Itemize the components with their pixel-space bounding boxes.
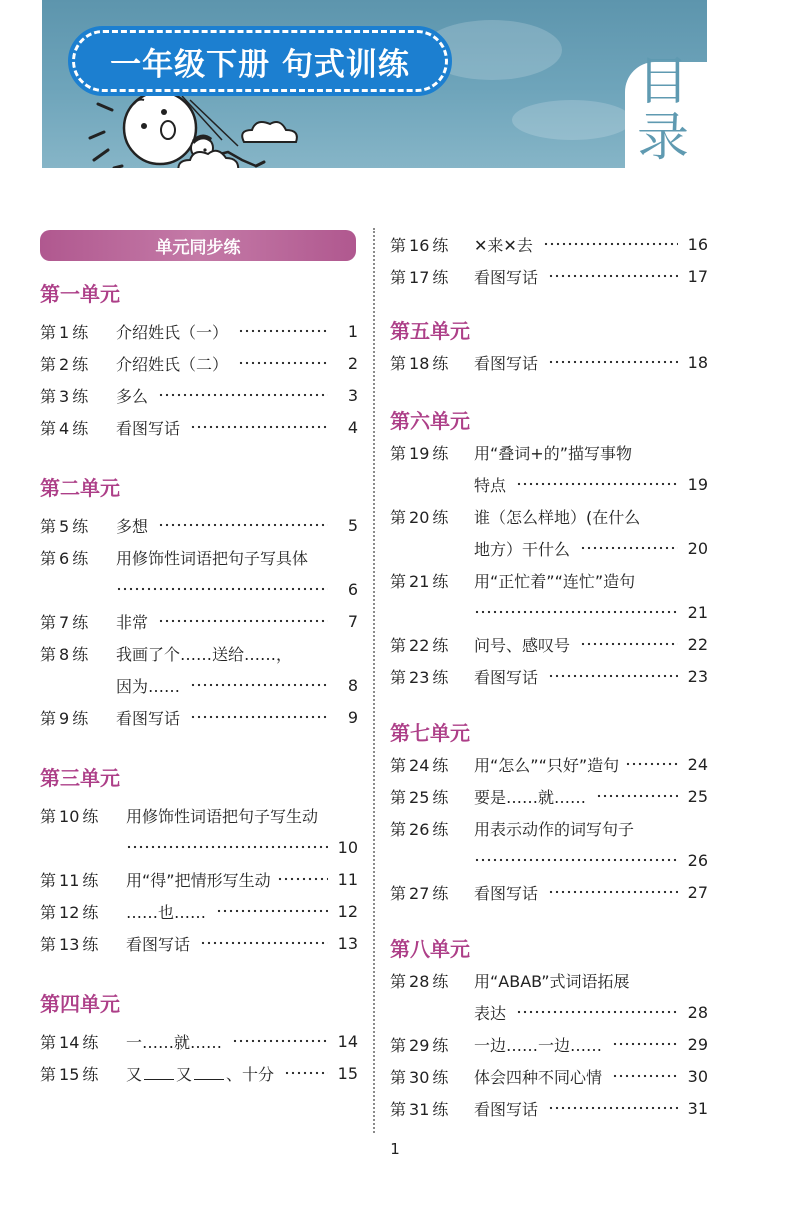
entry-title: 又 又 、十分 [126,1064,275,1084]
fill-blank [144,1066,174,1080]
dot-leader [158,393,328,397]
dot-leader [548,360,678,364]
toc-entry[interactable]: 第 12 练 ……也…… 12 [40,901,358,922]
toc-entry[interactable]: 第 9 练 看图写话 9 [40,707,358,728]
toc-entry[interactable]: 第 8 练 我画了个……送给……， 因为…… 8 [40,637,358,701]
entry-page: 14 [337,1031,358,1051]
entry-title: 介绍姓氏（二） [116,354,229,374]
entry-page: 5 [347,515,358,535]
dot-leader [548,274,678,278]
entry-title: 看图写话 [474,267,539,287]
dot-leader [516,482,678,486]
toc-entry[interactable]: 第 1 练 介绍姓氏（一） 1 [40,321,358,342]
book-title: 一年级下册 句式训练 [72,30,448,92]
entry-page: 26 [687,850,708,870]
entry-title: 用“叠词+的”描写事物 [474,443,632,463]
toc-entry[interactable]: 第 19 练 用“叠词+的”描写事物 特点 19 [390,436,708,500]
toc-entry[interactable]: 第 23 练 看图写话 23 [390,666,708,687]
toc-entry[interactable]: 第 18 练 看图写话 18 [390,352,708,373]
entry-title: 看图写话 [474,353,539,373]
unit-title: 第四单元 [40,992,120,1016]
dot-leader [238,329,328,333]
entry-page: 3 [347,385,358,405]
unit-title: 第五单元 [390,319,470,343]
entry-title: 用修饰性词语把句子写具体 [116,548,309,568]
entry-title: 问号、感叹号 [474,635,571,655]
entry-page: 17 [687,266,708,286]
entry-page: 19 [687,474,708,494]
toc-entry[interactable]: 第 17 练 看图写话 17 [390,266,708,287]
dot-leader [625,762,678,766]
toc-entry[interactable]: 第 16 练 ✕来✕去 16 [390,234,708,255]
fill-blank [194,1066,224,1080]
page-number: 1 [390,1140,400,1158]
entry-page: 6 [347,579,358,599]
entry-page: 9 [347,707,358,727]
unit-title: 第二单元 [40,476,120,500]
dot-leader [116,587,328,591]
entry-page: 10 [337,837,358,857]
dot-leader [548,1106,678,1110]
entry-page: 4 [347,417,358,437]
entry-title: 多想 [116,516,149,536]
entry-page: 21 [687,602,708,622]
entry-page: 16 [687,234,708,254]
toc-entry[interactable]: 第 24 练 用“怎么”“只好”造句 24 [390,754,708,775]
entry-page: 15 [337,1063,358,1083]
toc-entry[interactable]: 第 4 练 看图写话 4 [40,417,358,438]
entry-page: 20 [687,538,708,558]
entry-title-cont: 特点 [474,475,507,495]
entry-title: 一……就…… [126,1032,223,1052]
entry-page: 30 [687,1066,708,1086]
toc-entry[interactable]: 第 6 练 用修饰性词语把句子写具体 6 [40,541,358,605]
entry-page: 27 [687,882,708,902]
toc-entry[interactable]: 第 3 练 多么 3 [40,385,358,406]
toc-column-left [40,230,358,1089]
toc-entry[interactable]: 第 13 练 看图写话 13 [40,933,358,954]
dot-leader [548,890,678,894]
entry-page: 29 [687,1034,708,1054]
unit-title: 第三单元 [40,766,120,790]
toc-entry[interactable]: 第 5 练 多想 5 [40,515,358,536]
entry-page: 22 [687,634,708,654]
dot-leader [612,1042,678,1046]
entry-title: ✕来✕去 [474,235,533,255]
section-header: 单元同步练 [40,230,356,261]
entry-title: 要是……就…… [474,787,587,807]
toc-entry[interactable]: 第 20 练 谁（怎么样地）(在什么 地方）干什么 20 [390,500,708,564]
toc-label-line1: 目 [636,52,689,112]
entry-title: 一边……一边…… [474,1035,603,1055]
dot-leader [158,523,328,527]
dot-leader [158,619,328,623]
entry-title: 体会四种不同心情 [474,1067,603,1087]
entry-title: 我画了个……送给……， [116,644,293,664]
entry-title: 用“怎么”“只好”造句 [474,755,620,775]
dot-leader [543,242,678,246]
entry-page: 8 [347,675,358,695]
entry-title: 非常 [116,612,149,632]
dot-leader [596,794,678,798]
header-banner [42,0,707,168]
toc-entry[interactable]: 第 29 练 一边……一边…… 29 [390,1034,708,1055]
unit-title: 第一单元 [40,282,120,306]
toc-entry[interactable]: 第 10 练 用修饰性词语把句子写生动 10 [40,799,358,863]
entry-page: 31 [687,1098,708,1118]
toc-entry[interactable]: 第 14 练 一……就…… 14 [40,1031,358,1052]
toc-entry[interactable]: 第 28 练 用“ABAB”式词语拓展 表达 28 [390,964,708,1028]
unit-title: 第六单元 [390,409,470,433]
entry-title: 用“正忙着”“连忙”造句 [474,571,636,591]
entry-page: 25 [687,786,708,806]
entry-page: 13 [337,933,358,953]
dot-leader [474,858,678,862]
entry-title: 看图写话 [474,1099,539,1119]
dot-leader [474,610,678,614]
toc-entry[interactable]: 第 26 练 用表示动作的词写句子 26 [390,812,708,876]
toc-column-right [390,228,708,1124]
dot-leader [612,1074,678,1078]
dot-leader [232,1039,328,1043]
toc-entry[interactable]: 第 25 练 要是……就…… 25 [390,786,708,807]
dot-leader [238,361,328,365]
entry-page: 28 [687,1002,708,1022]
entry-page: 12 [337,901,358,921]
entry-page: 18 [687,352,708,372]
entry-title: 用“ABAB”式词语拓展 [474,971,630,991]
entry-title: 看图写话 [126,934,191,954]
dot-leader [126,845,328,849]
toc-entry[interactable]: 第 22 练 问号、感叹号 22 [390,634,708,655]
dot-leader [277,877,328,881]
dot-leader [580,642,678,646]
toc-entry[interactable]: 第 30 练 体会四种不同心情 30 [390,1066,708,1087]
toc-entry[interactable]: 第 11 练 用“得”把情形写生动 11 [40,869,358,890]
dot-leader [190,683,328,687]
entry-page: 23 [687,666,708,686]
dot-leader [580,546,678,550]
column-divider [373,228,375,1133]
entry-title: 多么 [116,386,149,406]
entry-title: 看图写话 [474,883,539,903]
toc-label-line2: 录 [636,108,689,168]
entry-title-cont: 表达 [474,1003,507,1023]
unit-title: 第七单元 [390,721,470,745]
unit-title: 第八单元 [390,937,470,961]
dot-leader [548,674,678,678]
entry-page: 11 [337,869,358,889]
dot-leader [216,909,328,913]
dot-leader [190,425,328,429]
entry-page: 24 [687,754,708,774]
entry-title: 看图写话 [474,667,539,687]
entry-title-cont: 因为…… [116,676,181,696]
entry-title: 用表示动作的词写句子 [474,819,635,839]
toc-entry[interactable]: 第 27 练 看图写话 27 [390,882,708,903]
toc-entry[interactable]: 第 2 练 介绍姓氏（二） 2 [40,353,358,374]
entry-title: 用“得”把情形写生动 [126,870,271,890]
toc-entry[interactable]: 第 7 练 非常 7 [40,611,358,632]
entry-page: 1 [347,321,358,341]
toc-entry[interactable]: 第 15 练 又 又 、十分 15 [40,1063,358,1084]
entry-title-cont: 地方）干什么 [474,539,571,559]
entry-title: 介绍姓氏（一） [116,322,229,342]
entry-title: 看图写话 [116,418,181,438]
entry-page: 7 [347,611,358,631]
toc-label [633,54,693,166]
entry-title: ……也…… [126,902,207,922]
entry-page: 2 [347,353,358,373]
dot-leader [516,1010,678,1014]
entry-title: 谁（怎么样地）(在什么 [474,507,641,527]
entry-title: 看图写话 [116,708,181,728]
toc-entry[interactable]: 第 31 练 看图写话 31 [390,1098,708,1119]
dot-leader [200,941,328,945]
dot-leader [190,715,328,719]
dot-leader [284,1071,328,1075]
toc-entry[interactable]: 第 21 练 用“正忙着”“连忙”造句 21 [390,564,708,628]
cloud-icon [242,122,297,142]
entry-title: 用修饰性词语把句子写生动 [126,806,319,826]
